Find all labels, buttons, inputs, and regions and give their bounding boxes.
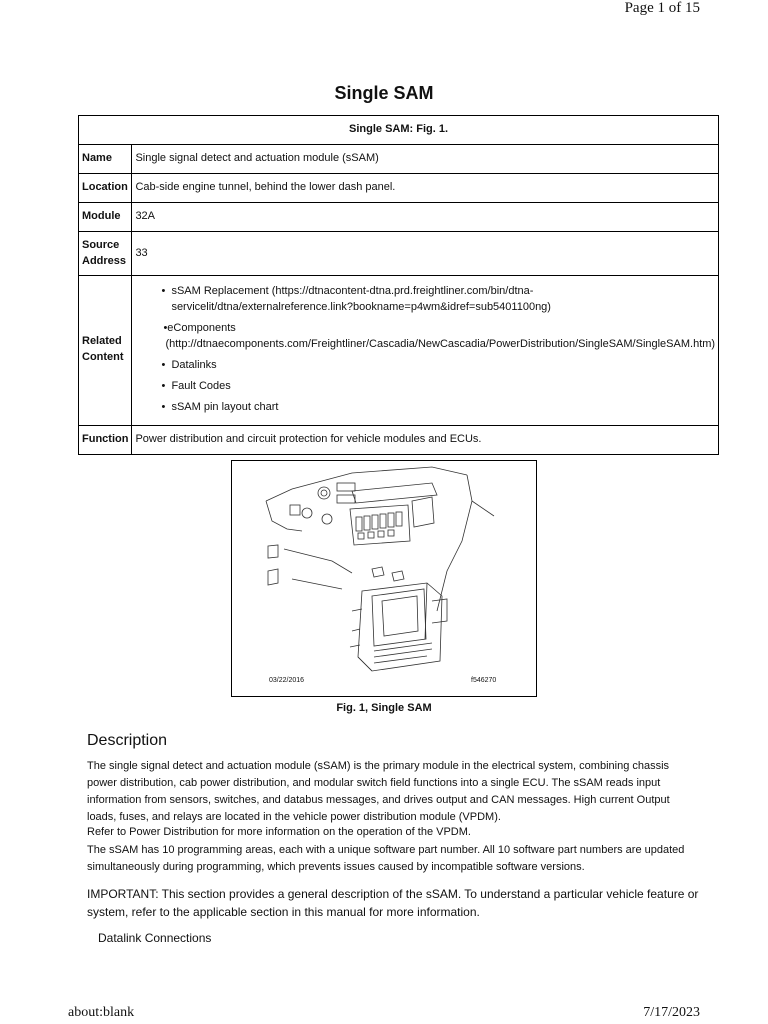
related-link-ecomponents[interactable] xyxy=(135,321,715,353)
module-value: 32A xyxy=(132,203,719,232)
related-content-label xyxy=(79,276,132,426)
datalink-connections-heading: Datalink Connections xyxy=(98,931,212,945)
description-paragraph-1: The single signal detect and actuation module (sSAM) is the primary module in the electrical system, combining chassis power distribution, cab power distribution, and modular switch field functions into a single ECU. The sSAM reads input information from sensors, switches, and databus messages, and drives output and CAN messages. High current Output loads, fuses, and relays are located in the vehicle power distribution module (VPDM). xyxy=(87,760,670,823)
location-label: Location xyxy=(79,174,132,203)
ecomponents-line2[interactable]: (http://dtnaecomponents.com/Freightliner/Cascadia/NewCascadia/PowerDistribution/SingleSAM/SingleSAM.htm) xyxy=(165,337,716,350)
figure-id: f546270 xyxy=(471,677,497,684)
single-sam-illustration xyxy=(232,461,536,696)
table-row-related-content xyxy=(79,276,719,426)
related-label-line2: Content xyxy=(82,351,124,364)
figure-date: 03/22/2016 xyxy=(269,677,305,684)
table-row-function xyxy=(79,425,719,454)
table-header-row xyxy=(79,116,719,145)
source-label-line1: Source xyxy=(82,238,120,251)
description-paragraph-2: Refer to Power Distribution for more information on the operation of the VPDM. xyxy=(87,826,471,838)
document-title: Single SAM xyxy=(334,83,434,103)
table-header: Single SAM: Fig. 1. xyxy=(79,116,719,145)
related-content-value xyxy=(132,276,719,426)
source-address-value: 33 xyxy=(132,232,719,276)
info-table xyxy=(78,115,719,455)
related-link-datalinks[interactable]: • Datalinks xyxy=(135,358,715,374)
function-label: Function xyxy=(79,425,132,454)
description-paragraph-3: The sSAM has 10 programming areas, each with a unique software part number. All 10 software part numbers are updated simultaneously during programming, which prevents issues caused by incompatible software versions. xyxy=(87,844,685,873)
table-row-module xyxy=(79,203,719,232)
table-row-name xyxy=(79,145,719,174)
figure-caption: Fig. 1, Single SAM xyxy=(336,702,432,714)
name-value: Single signal detect and actuation module (sSAM) xyxy=(132,145,719,174)
source-address-label xyxy=(79,232,132,276)
location-value: Cab-side engine tunnel, behind the lower dash panel. xyxy=(132,174,719,203)
source-label-line2: Address xyxy=(82,254,127,267)
ecomponents-line1[interactable]: •eComponents xyxy=(163,321,236,334)
footer-date: 7/17/2023 xyxy=(643,1005,700,1020)
related-link-ssam-replacement[interactable] xyxy=(135,284,715,316)
related-label-line1: Related xyxy=(82,335,122,348)
related-link-pin-layout-chart[interactable]: • sSAM pin layout chart xyxy=(135,400,715,416)
single-sam-figure xyxy=(231,460,537,697)
table-row-location xyxy=(79,174,719,203)
page-number: Page 1 of 15 xyxy=(624,0,700,16)
module-label: Module xyxy=(79,203,132,232)
ssam-replacement-line1[interactable]: sSAM Replacement (https://dtnacontent-dtna.prd.freightliner.com/bin/dtna- xyxy=(171,285,534,297)
footer-url: about:blank xyxy=(68,1005,135,1020)
function-value: Power distribution and circuit protection for vehicle modules and ECUs. xyxy=(132,425,719,454)
ssam-replacement-line2[interactable]: servicelit/dtna/externalreference.link?bookname=p4wm&idref=sub5401100ng) xyxy=(171,300,551,313)
important-note: IMPORTANT: This section provides a general description of the sSAM. To understand a particular vehicle feature or system, refer to the applicable section in this manual for more information. xyxy=(87,887,699,919)
name-label: Name xyxy=(79,145,132,174)
related-link-fault-codes[interactable]: • Fault Codes xyxy=(135,379,715,395)
description-heading: Description xyxy=(87,732,168,749)
related-content-list xyxy=(135,284,715,416)
table-row-source-address xyxy=(79,232,719,276)
